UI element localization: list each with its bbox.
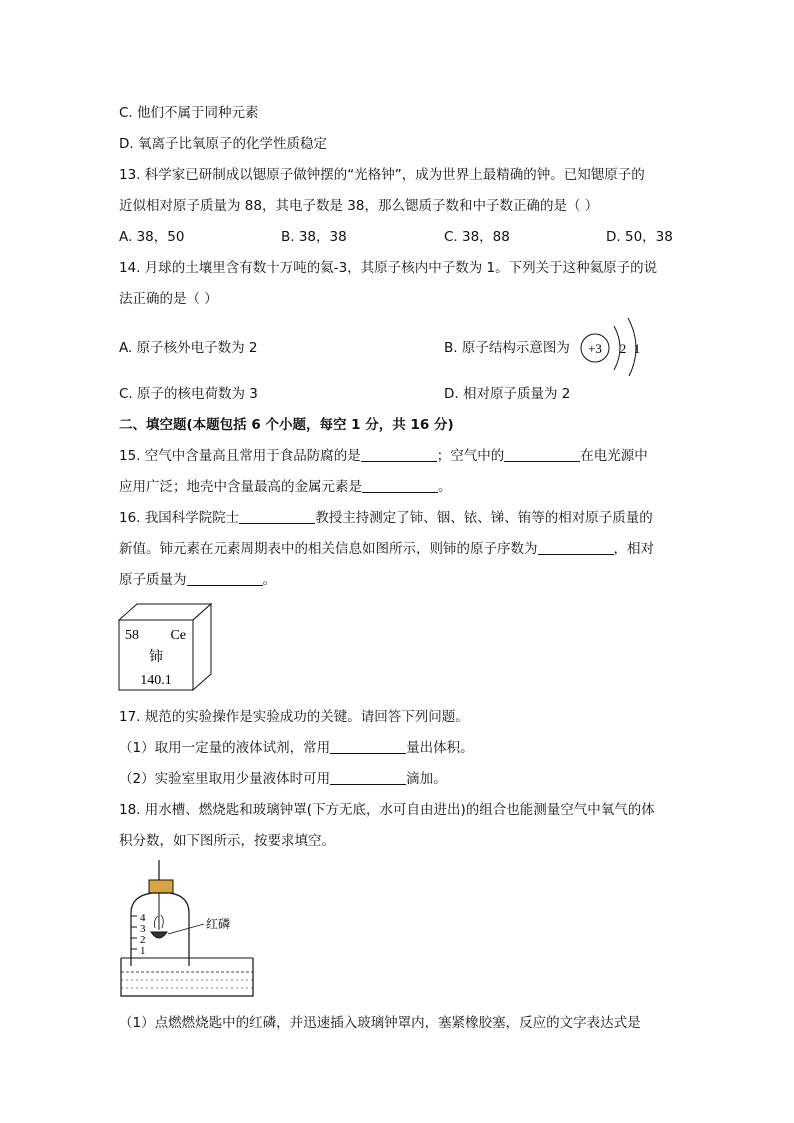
- q14-stem-line2: 法正确的是（ ）: [119, 291, 218, 307]
- q16-text-f: 。: [262, 572, 276, 588]
- apparatus-diagram: [118, 858, 258, 1000]
- q15-text-a: 15. 空气中含量高且常用于食品防腐的是: [119, 448, 361, 464]
- q17-sub2-text-a: （2）实验室里取用少量液体时可用: [119, 771, 331, 787]
- q17-blank-1[interactable]: [330, 739, 406, 754]
- element-symbol: Ce: [170, 628, 186, 643]
- q17-blank-2[interactable]: [330, 770, 406, 785]
- shell2-electrons: 1: [633, 341, 641, 356]
- q18-stem-line2: 积分数，如下图所示，按要求填空。: [119, 833, 335, 849]
- q15-line2: [119, 478, 452, 496]
- q16-line1: [119, 509, 653, 527]
- q16-text-b: 教授主持测定了铈、铟、铱、锑、铕等的相对原子质量的: [315, 510, 653, 526]
- q14-stem-line1: 14. 月球的土壤里含有数十万吨的氦-3，其原子核内中子数为 1。下列关于这种氦原子的说: [119, 260, 658, 276]
- q14-option-d: D. 相对原子质量为 2: [444, 386, 571, 402]
- q16-blank-3[interactable]: [187, 571, 263, 586]
- scale-mark-3: 3: [140, 923, 146, 935]
- element-card: [118, 603, 214, 691]
- scale-mark-1: 1: [140, 945, 146, 957]
- q14-option-a: A. 原子核外电子数为 2: [119, 340, 258, 356]
- q17-sub2-text-b: 滴加。: [406, 771, 447, 787]
- scale-mark-2: 2: [140, 934, 146, 946]
- combustion-spoon: [151, 932, 167, 938]
- q13-option-c: C. 38，88: [444, 229, 510, 245]
- q15-blank-2[interactable]: [504, 447, 580, 462]
- q15-blank-1[interactable]: [361, 447, 437, 462]
- q15-text-b: ；空气中的: [436, 448, 505, 464]
- q16-text-e: 原子质量为: [119, 572, 187, 588]
- nucleus-charge: +3: [588, 341, 602, 356]
- scale-mark-4: 4: [140, 912, 146, 924]
- element-name: 铈: [149, 649, 163, 665]
- q17-sub1: [119, 739, 474, 757]
- q14-option-c: C. 原子的核电荷数为 3: [119, 386, 258, 402]
- section-heading: 二、填空题(本题包括 6 个小题，每空 1 分，共 16 分): [119, 417, 454, 433]
- atom-structure-diagram: [576, 316, 646, 376]
- q16-line3: [119, 571, 276, 589]
- q15-line1: [119, 447, 648, 465]
- q15-text-e: 。: [438, 479, 452, 495]
- red-phosphorus-label: 红磷: [206, 917, 231, 931]
- q18-sub1: （1）点燃燃烧匙中的红磷，并迅速插入玻璃钟罩内，塞紧橡胶塞，反应的文字表达式是: [119, 1015, 641, 1031]
- q17-sub2: [119, 770, 447, 788]
- q12-option-c: C. 他们不属于同种元素: [119, 105, 259, 121]
- q16-line2: [119, 540, 654, 558]
- q17-sub1-text-b: 量出体积。: [406, 740, 474, 756]
- q16-text-a: 16. 我国科学院院士: [119, 510, 240, 526]
- q17-sub1-text-a: （1）取用一定量的液体试剂，常用: [119, 740, 331, 756]
- q15-text-d: 应用广泛；地壳中含量最高的金属元素是: [119, 479, 362, 495]
- q13-option-d: D. 50，38: [606, 229, 673, 245]
- q13-stem-line1: 13. 科学家已研制成以锶原子做钟摆的“光格钟”，成为世界上最精确的钟。已知锶原子的: [119, 167, 645, 183]
- rubber-stopper: [149, 880, 173, 893]
- atomic-number: 58: [125, 628, 139, 643]
- q15-text-c: 在电光源中: [580, 448, 648, 464]
- q13-option-a: A. 38，50: [119, 229, 185, 245]
- q16-blank-2[interactable]: [538, 540, 614, 555]
- atomic-mass: 140.1: [140, 673, 172, 688]
- q16-text-c: 新值。铈元素在元素周期表中的相关信息如图所示，则铈的原子序数为: [119, 541, 538, 557]
- q18-stem-line1: 18. 用水槽、燃烧匙和玻璃钟罩(下方无底，水可自由进出)的组合也能测量空气中氧气的体: [119, 802, 655, 818]
- q12-option-d: D. 氧离子比氧原子的化学性质稳定: [119, 136, 327, 152]
- q17-stem: 17. 规范的实验操作是实验成功的关键。请回答下列问题。: [119, 709, 469, 725]
- q13-stem-line2: 近似相对原子质量为 88，其电子数是 38，那么锶质子数和中子数正确的是（ ）: [119, 198, 599, 214]
- q13-option-b: B. 38，38: [281, 229, 347, 245]
- q16-blank-1[interactable]: [239, 509, 315, 524]
- water-trough: [121, 958, 253, 996]
- q16-text-d: ，相对: [613, 541, 654, 557]
- q15-blank-3[interactable]: [362, 478, 438, 493]
- label-pointer: [168, 924, 204, 934]
- shell1-electrons: 2: [619, 341, 627, 356]
- q14-option-b: B. 原子结构示意图为: [444, 340, 570, 356]
